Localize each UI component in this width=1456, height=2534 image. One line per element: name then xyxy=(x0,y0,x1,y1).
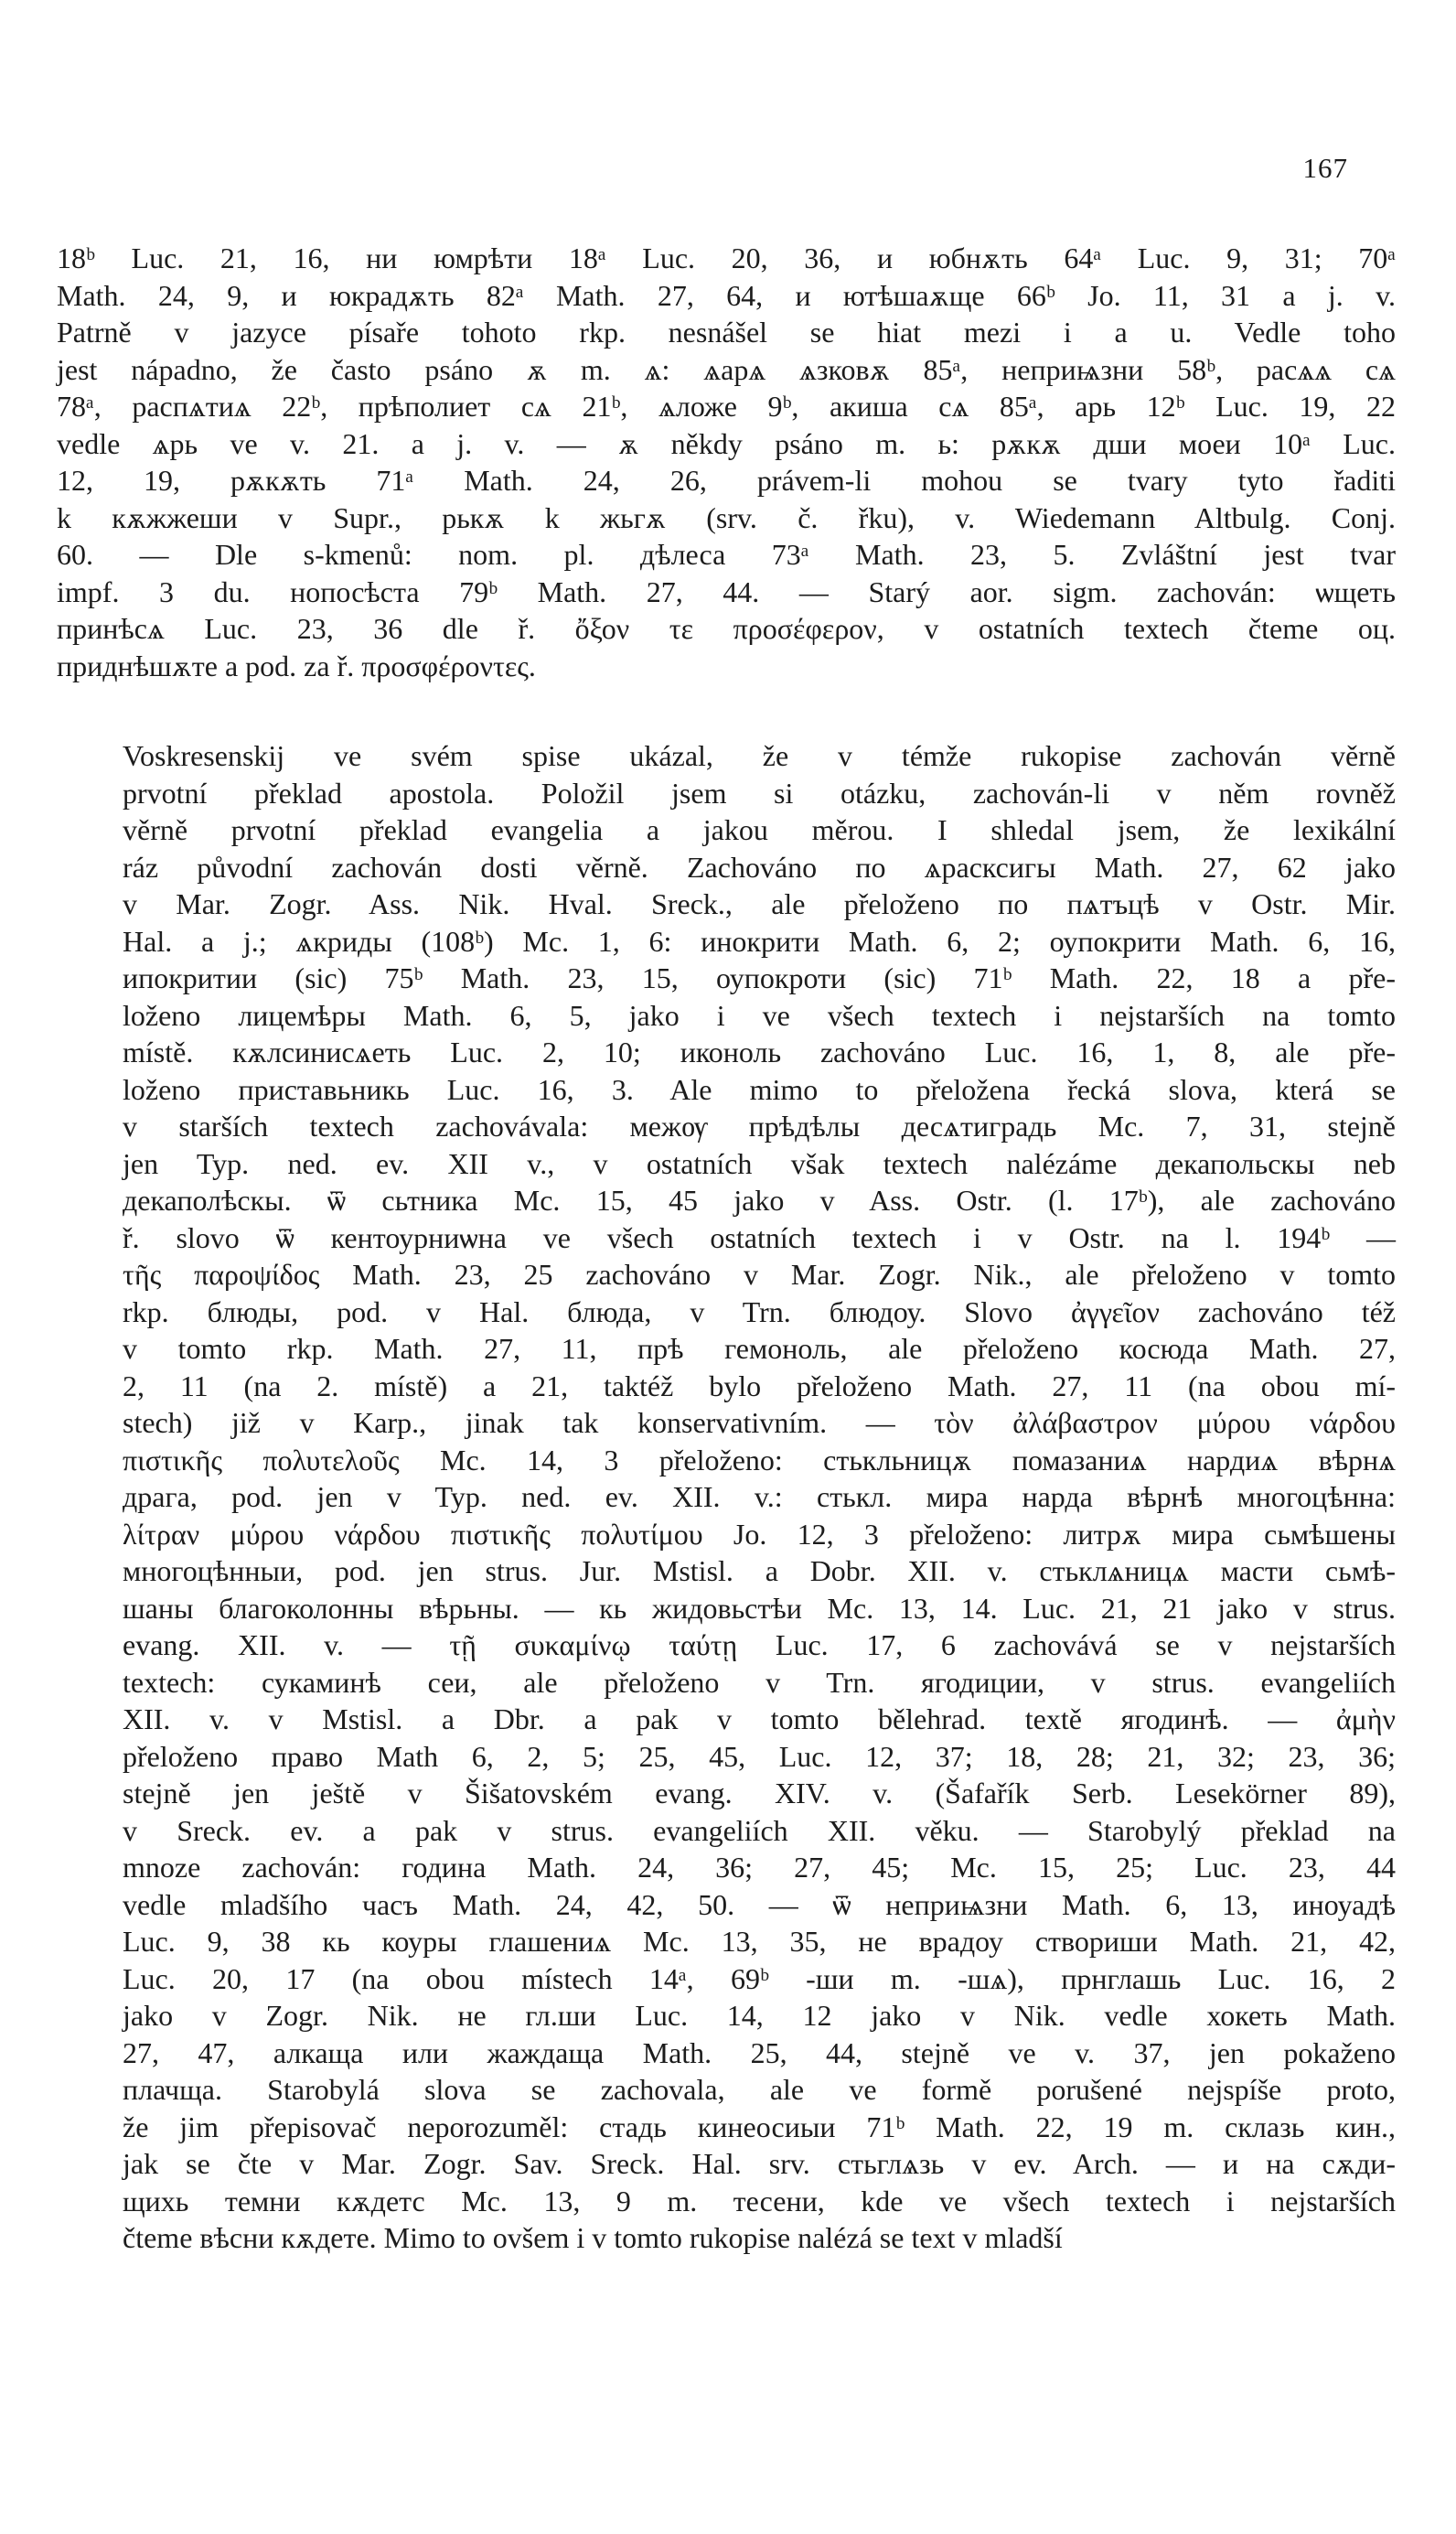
text-line: čteme вѣсни кѫдете. Mimo to ovšem i v tomto rukopise nalézá se text v mladší xyxy=(123,2221,1063,2254)
text-line: v Mar. Zogr. Ass. Nik. Hval. Sreck., ale přeloženo по пѧтъцѣ v Ostr. Mir. xyxy=(123,887,1396,920)
text-line: щихь темни кѫдетс Mc. 13, 9 m. тесени, kde ve všech textech i nejstarších xyxy=(123,2184,1396,2217)
text-line: jako v Zogr. Nik. не гл.ши Luc. 14, 12 jako v Nik. vedle хокеть Math. xyxy=(123,1999,1396,2032)
text-line: принѣсѧ Luc. 23, 36 dle ř. ὄξον τε προσέφερον, v ostatních textech čteme оц. xyxy=(57,612,1396,645)
text-line: že jim přepisovač neporozuměl: стадь кинеосиыи 71ᵇ Math. 22, 19 m. склазь кин., xyxy=(123,2110,1396,2143)
text-line: k кѫжжеши v Supr., рькѫ k жьгѫ (srv. č. řku), v. Wiedemann Altbulg. Conj. xyxy=(57,500,1396,534)
text-line: stejně jen ještě v Šišatovském evang. XIV. v. (Šafařík Serb. Lesekörner 89), xyxy=(123,1777,1396,1809)
text-line: jak se čte v Mar. Zogr. Sav. Sreck. Hal. srv. стьглѧзь v ev. Arch. — и на сѫди- xyxy=(123,2147,1396,2180)
text-line: Luc. 20, 17 (na obou místech 14ᵃ, 69ᵇ -ши m. -шѧ), прнглашь Luc. 16, 2 xyxy=(123,1961,1396,1995)
text-line: Luc. 9, 38 кь коуры глашениѧ Mc. 13, 35, не врадоу створиши Math. 21, 42, xyxy=(123,1925,1396,1958)
text-line: loženo приставьникь Luc. 16, 3. Ale mimo to přeložena řecká slova, která se xyxy=(123,1072,1396,1106)
page-number: 167 xyxy=(1302,152,1348,184)
text-line: 27, 47, алкаща или жаждаща Math. 25, 44, stejně ve v. 37, jen pokaženo xyxy=(123,2035,1396,2069)
text-line: ипокритии (sic) 75ᵇ Math. 23, 15, оупокроти (sic) 71ᵇ Math. 22, 18 a pře- xyxy=(123,961,1396,994)
text-line: vedle mladšího часъ Math. 24, 42, 50. — ѿ неприѩзни Math. 6, 13, иноуадѣ xyxy=(123,1887,1396,1921)
text-line: vedle ѧрь ve v. 21. a j. v. — ѫ někdy psáno m. ь: рѫкѫ дши моеи 10ᵃ Luc. xyxy=(57,426,1396,460)
text-line: Voskresenskij ve svém spise ukázal, že v témže rukopise zachován věrně xyxy=(123,739,1396,772)
text-line: místě. кѫлсинисѧеть Luc. 2, 10; иконоль zachováno Luc. 16, 1, 8, ale pře- xyxy=(123,1036,1396,1068)
text-line: декаполѣскы. ѿ сьтника Mc. 15, 45 jako v Ass. Ostr. (l. 17ᵇ), ale zachováno xyxy=(123,1184,1396,1217)
text-line: Math. 24, 9, и юкрадѫть 82ᵃ Math. 27, 64, и ютѣшаѫще 66ᵇ Jo. 11, 31 a j. v. xyxy=(57,278,1397,312)
text-line: evang. XII. v. — τῇ συκαμίνῳ ταύτῃ Luc. 17, 6 zachovává se v nejstarších xyxy=(123,1628,1396,1661)
text-line: приднѣшѫте a pod. za ř. προσφέροντες. xyxy=(57,649,536,682)
text-line: v tomto rkp. Math. 27, 11, прѣ гемоноль, ale přeloženo косюда Math. 27, xyxy=(123,1332,1396,1365)
paragraph-2 xyxy=(57,737,1396,2257)
text-line: τῆς παροψίδος Math. 23, 25 zachováno v Mar. Zogr. Nik., ale přeloženo v tomto xyxy=(123,1258,1396,1291)
text-line: rkp. блюды, pod. v Hal. блюда, v Trn. блюдоу. Slovo ἀγγεῖον zachováno též xyxy=(123,1294,1396,1328)
text-line: XII. v. v Mstisl. a Dbr. a pak v tomto bělehrad. textě ягодинѣ. — ἀμὴν xyxy=(123,1702,1396,1735)
text-line: Patrně v jazyce písaře tohoto rkp. nesnášel se hiat mezi i a u. Vedle toho xyxy=(57,316,1396,349)
text-line: prvotní překlad apostola. Položil jsem si otázku, zachován-li v něm rovněž xyxy=(123,776,1396,810)
text-line: jen Typ. ned. ev. XII v., v ostatních však textech nalézáme декапольскы neb xyxy=(123,1146,1396,1180)
text-line: 18ᵇ Luc. 21, 16, ни юмрѣти 18ᵃ Luc. 20, 36, и юбнѫть 64ᵃ Luc. 9, 31; 70ᵃ xyxy=(57,242,1396,274)
text-line: 60. — Dle s-kmenů: nom. pl. дѣлеса 73ᵃ Math. 23, 5. Zvláštní jest tvar xyxy=(57,538,1396,571)
text-line: ráz původní zachován dosti věrně. Zachováno по ѧрасксигы Math. 27, 62 jako xyxy=(123,850,1396,884)
text-line: ř. slovo ѿ кентоурниѡна ve všech ostatních textech i v Ostr. na l. 194ᵇ — xyxy=(123,1220,1396,1254)
text-line: věrně prvotní překlad evangelia a jakou měrou. I shledal jsem, že lexikální xyxy=(123,813,1396,846)
paragraph-1 xyxy=(57,240,1396,684)
text-line: v starších textech zachovávala: межѹ прѣдѣлы десѧтиградь Mc. 7, 31, stejně xyxy=(123,1110,1396,1143)
text-line: impf. 3 du. нопосѣста 79ᵇ Math. 27, 44. — Starý aor. sigm. zachován: ѡщеть xyxy=(57,574,1396,608)
text-line: πιστικῆς πολυτελοῦς Mc. 14, 3 přeloženo: стькльницѫ помазаниѧ нардиѧ вѣрнѧ xyxy=(123,1443,1396,1476)
text-line: 78ᵃ, распѧтиѧ 22ᵇ, прѣполиет сѧ 21ᵇ, ѧложе 9ᵇ, акиша сѧ 85ᵃ, арь 12ᵇ Luc. 19, 22 xyxy=(57,390,1396,423)
text-line: λίτραν μύρου νάρδου πιστικῆς πολυτίμου Jo. 12, 3 přeloženo: литрѫ мира сьмѣшены xyxy=(123,1517,1396,1551)
text-line: многоцѣнныи, pod. jen strus. Jur. Mstisl. a Dobr. XII. v. стьклѧницѧ масти сьмѣ- xyxy=(123,1554,1396,1587)
text-line: 2, 11 (na 2. místě) a 21, taktéž bylo přeloženo Math. 27, 11 (na obou mí- xyxy=(123,1369,1396,1402)
text-line: mnoze zachován: година Math. 24, 36; 27, 45; Mc. 15, 25; Luc. 23, 44 xyxy=(123,1851,1396,1884)
text-line: stech) již v Karp., jinak tak konservativním. — τὸν ἀλάβαστρον μύρου νάρδου xyxy=(123,1406,1396,1439)
text-line: плачща. Starobylá slova se zachovala, ale ve formě porušené nejspíše proto, xyxy=(123,2073,1396,2106)
text-line: textech: сукаминѣ сеи, ale přeloženo v Trn. ягодиции, v strus. evangeliích xyxy=(123,1665,1396,1699)
text-line: Hal. a j.; ѧкриды (108ᵇ) Mc. 1, 6: инокрити Math. 6, 2; оупокрити Math. 6, 16, xyxy=(123,924,1396,958)
text-line: 12, 19, рѫкѫть 71ᵃ Math. 24, 26, právem-li mohou se tvary tyto řaditi xyxy=(57,464,1396,497)
text-line: шаны благоколонны вѣрьны. — кь жидовьстѣи Mc. 13, 14. Luc. 21, 21 jako v strus. xyxy=(123,1591,1396,1625)
text-line: loženo лицемѣры Math. 6, 5, jako i ve všech textech i nejstarších na tomto xyxy=(123,998,1396,1032)
text-line: драга, pod. jen v Typ. ned. ev. XII. v.: стькл. мира нарда вѣрнѣ многоцѣнна: xyxy=(123,1480,1396,1513)
text-line: přeloženo право Math 6, 2, 5; 25, 45, Luc. 12, 37; 18, 28; 21, 32; 23, 36; xyxy=(123,1739,1396,1773)
text-line: v Sreck. ev. a pak v strus. evangeliích XII. věku. — Starobylý překlad na xyxy=(123,1813,1396,1847)
text-line: jest nápadno, že často psáno ѫ m. ѧ: ѧарѧ ѧзковѫ 85ᵃ, неприѩзни 58ᵇ, расѧѧ сѧ xyxy=(57,352,1396,386)
